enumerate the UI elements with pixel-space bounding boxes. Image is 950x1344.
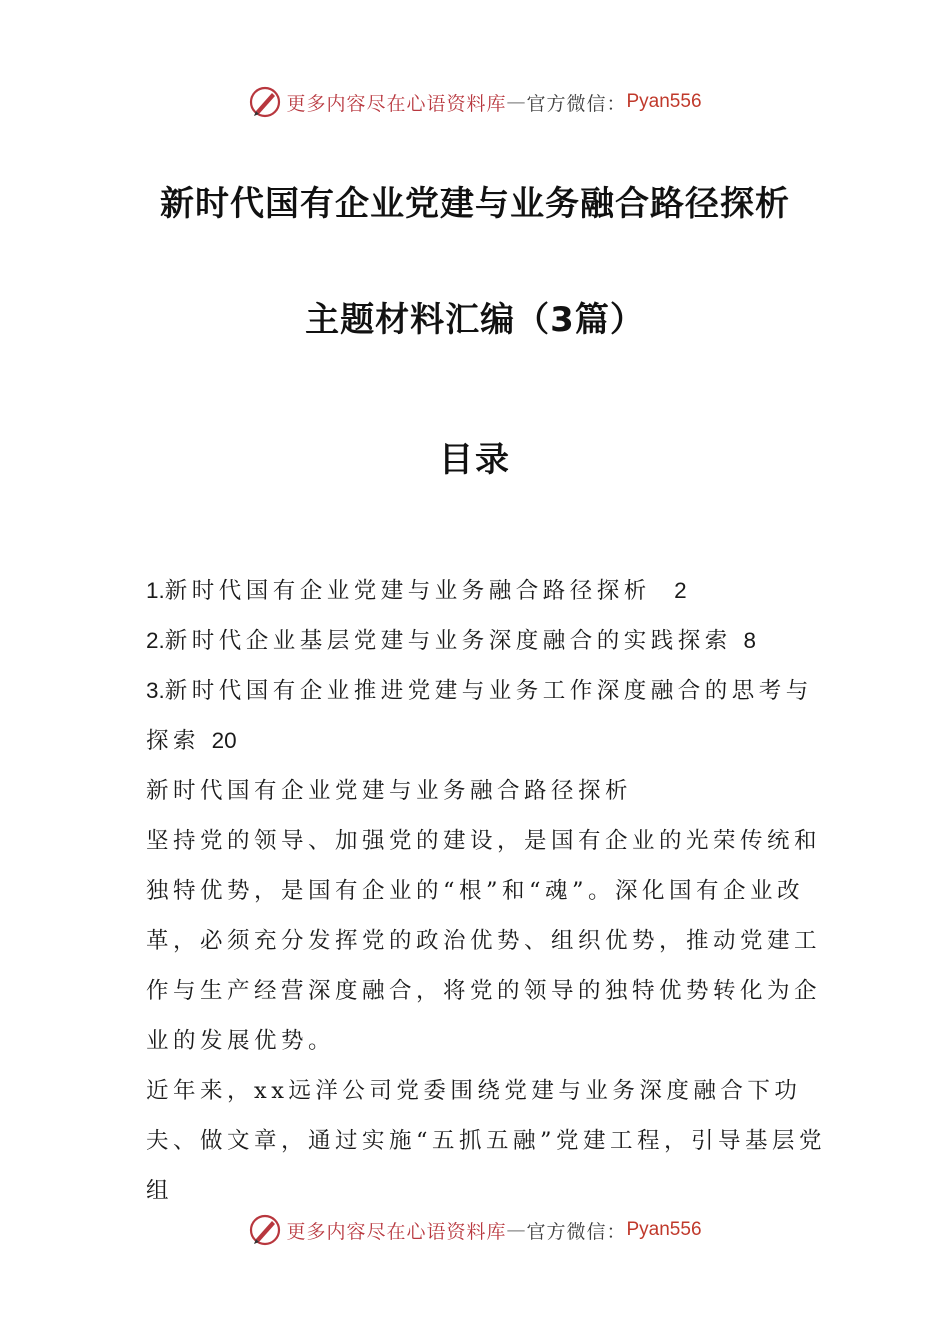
- body-paragraph: 近年来，xx远洋公司党委围绕党建与业务深度融合下功夫、做文章，通过实施“五抓五融”党建工程，引导基层党组: [146, 1078, 827, 1204]
- toc-page-number: 8: [743, 628, 756, 653]
- library-text: 更多内容尽在心语资料库: [286, 1220, 507, 1243]
- header-banner: [0, 82, 950, 122]
- wechat-account: Pyan556: [626, 91, 702, 112]
- toc-entry-3[interactable]: 3.新时代国有企业推进党建与业务工作深度融合的思考与探索 20: [146, 678, 813, 754]
- pen-logo-icon: [248, 1213, 282, 1247]
- toc-entry-1[interactable]: 1.新时代国有企业党建与业务融合路径探析 2: [146, 578, 687, 604]
- banner-separator: —: [506, 91, 527, 113]
- library-text: 更多内容尽在心语资料库: [286, 92, 507, 115]
- toc-entry-2[interactable]: 2.新时代企业基层党建与业务深度融合的实践探索 8: [146, 628, 756, 654]
- toc-page-number: 2: [674, 578, 687, 603]
- toc-heading: 目录: [439, 440, 511, 480]
- section-title: 新时代国有企业党建与业务融合路径探析: [146, 778, 633, 804]
- toc-page-number: 20: [211, 728, 237, 753]
- wechat-label: 官方微信：: [526, 1220, 627, 1243]
- document-subtitle: 主题材料汇编（3篇）: [305, 300, 645, 340]
- document-title: 新时代国有企业党建与业务融合路径探析: [160, 184, 790, 224]
- footer-banner: [0, 1210, 950, 1250]
- document-body: [146, 566, 826, 1216]
- pen-logo-icon: [248, 85, 282, 119]
- wechat-account: Pyan556: [626, 1219, 702, 1240]
- body-paragraph: 坚持党的领导、加强党的建设，是国有企业的光荣传统和独特优势，是国有企业的“根”和“魂”。深化国有企业改革，必须充分发挥党的政治优势、组织优势，推动党建工作与生产经营深度融合，将党的领导的独特优势转化为企业的发展优势。: [146, 828, 822, 1054]
- toc-entry-title: 新时代企业基层党建与业务深度融合的实践探索: [164, 628, 732, 654]
- wechat-label: 官方微信：: [526, 92, 627, 115]
- toc-entry-title: 新时代国有企业推进党建与业务工作深度融合的思考与探索: [146, 678, 813, 754]
- banner-separator: —: [506, 1219, 527, 1241]
- toc-entry-title: 新时代国有企业党建与业务融合路径探析: [164, 578, 651, 604]
